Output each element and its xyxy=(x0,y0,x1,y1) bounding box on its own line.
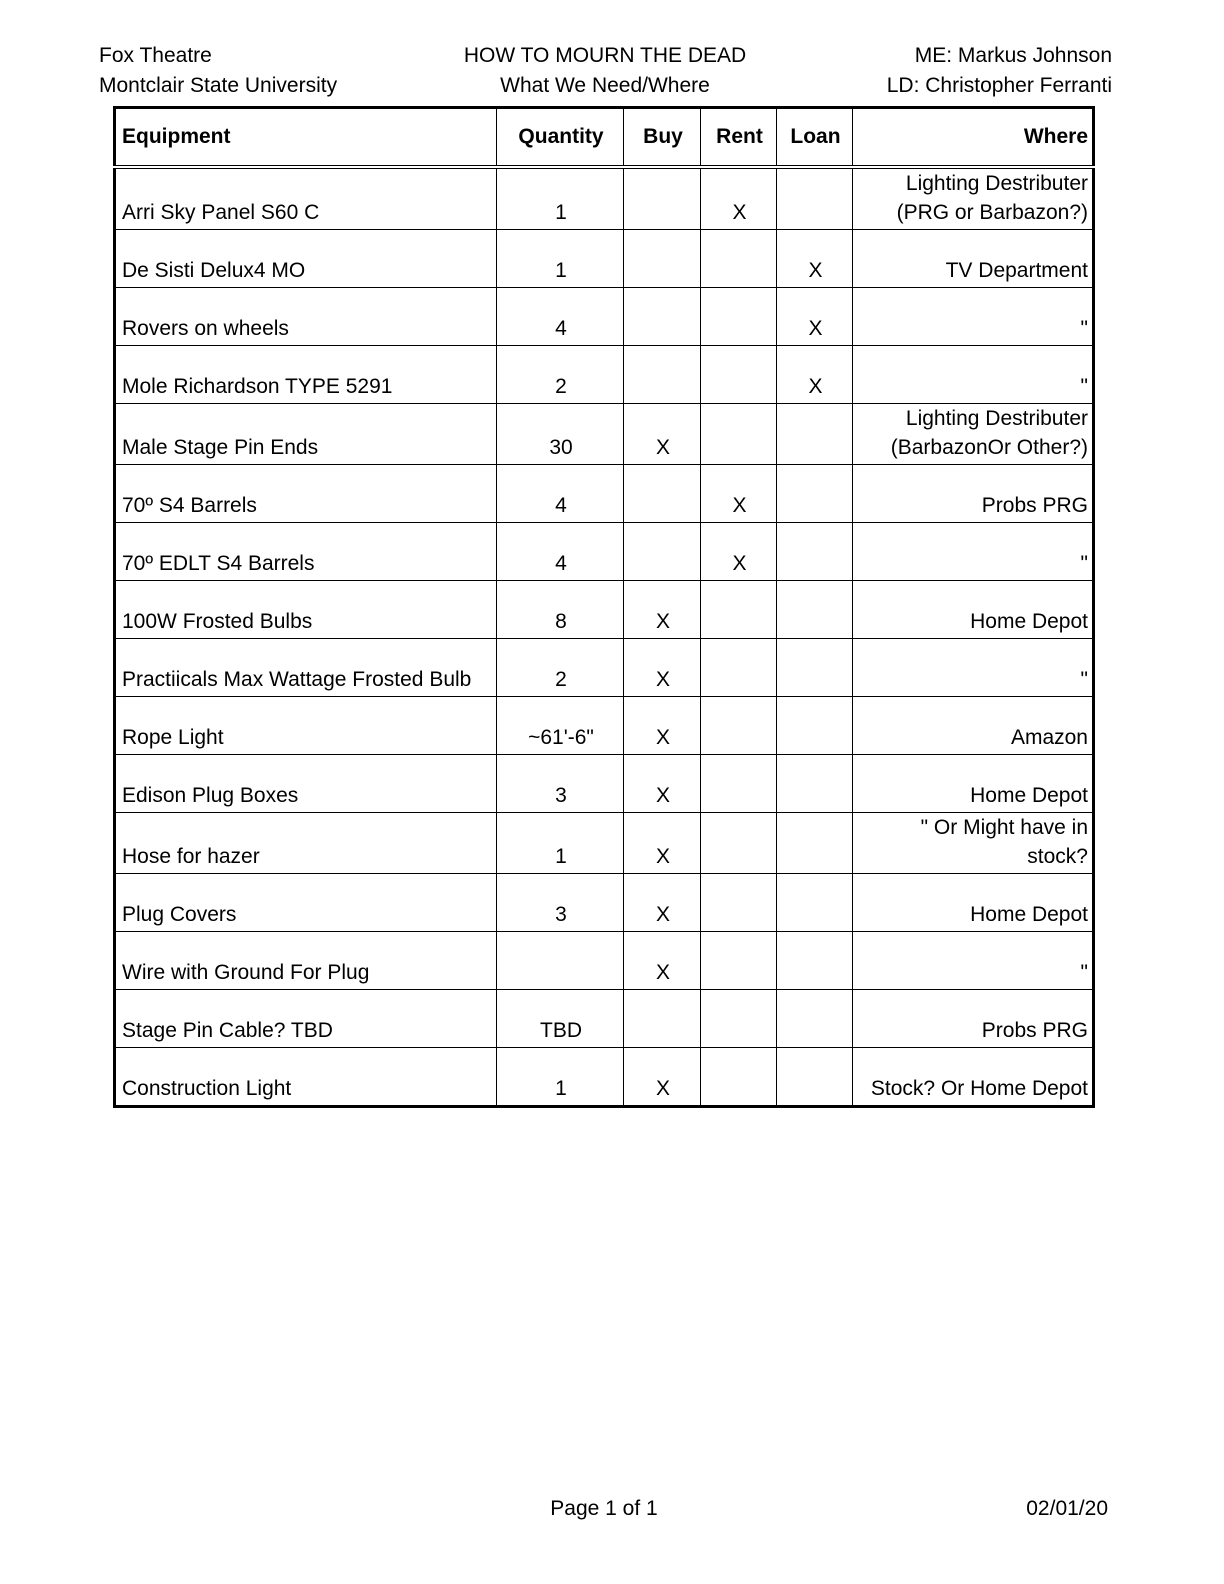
cell-loan xyxy=(777,813,853,874)
header-left xyxy=(99,41,337,101)
cell-loan xyxy=(777,697,853,755)
header-center xyxy=(440,41,770,101)
column-header-equipment: Equipment xyxy=(115,108,497,168)
cell-equipment: Hose for hazer xyxy=(115,813,497,874)
cell-where: Home Depot xyxy=(853,755,1094,813)
cell-rent xyxy=(701,755,777,813)
cell-rent xyxy=(701,230,777,288)
cell-rent xyxy=(701,404,777,465)
cell-equipment: Plug Covers xyxy=(115,874,497,932)
cell-buy: X xyxy=(624,813,701,874)
table-row xyxy=(115,288,1094,346)
column-header-loan: Loan xyxy=(777,108,853,168)
cell-buy: X xyxy=(624,581,701,639)
cell-equipment: Mole Richardson TYPE 5291 xyxy=(115,346,497,404)
cell-quantity: 1 xyxy=(497,230,624,288)
cell-loan: X xyxy=(777,230,853,288)
cell-quantity: 4 xyxy=(497,523,624,581)
venue-name: Fox Theatre xyxy=(99,44,212,67)
column-header-where: Where xyxy=(853,108,1094,168)
table-row xyxy=(115,404,1094,465)
cell-loan: X xyxy=(777,288,853,346)
cell-loan xyxy=(777,167,853,230)
table-row xyxy=(115,639,1094,697)
table-row xyxy=(115,874,1094,932)
cell-quantity: 1 xyxy=(497,167,624,230)
cell-buy: X xyxy=(624,697,701,755)
table-row xyxy=(115,932,1094,990)
document-subtitle: What We Need/Where xyxy=(500,74,710,97)
cell-rent xyxy=(701,697,777,755)
cell-rent xyxy=(701,813,777,874)
table-header-row xyxy=(115,108,1094,168)
cell-loan xyxy=(777,932,853,990)
cell-loan xyxy=(777,755,853,813)
equipment-table xyxy=(113,106,1095,1108)
cell-where: " xyxy=(853,932,1094,990)
cell-loan xyxy=(777,1048,853,1107)
lighting-designer: LD: Christopher Ferranti xyxy=(886,74,1112,97)
cell-equipment: Rovers on wheels xyxy=(115,288,497,346)
cell-equipment: 70º S4 Barrels xyxy=(115,465,497,523)
cell-equipment: De Sisti Delux4 MO xyxy=(115,230,497,288)
cell-buy xyxy=(624,346,701,404)
production-title: HOW TO MOURN THE DEAD xyxy=(463,44,747,67)
cell-equipment: 70º EDLT S4 Barrels xyxy=(115,523,497,581)
table-row xyxy=(115,346,1094,404)
cell-where: " Or Might have in stock? xyxy=(853,813,1094,874)
table-row xyxy=(115,990,1094,1048)
cell-rent: X xyxy=(701,167,777,230)
cell-equipment: Construction Light xyxy=(115,1048,497,1107)
cell-buy xyxy=(624,990,701,1048)
document-date: 02/01/20 xyxy=(1026,1497,1108,1520)
cell-rent xyxy=(701,990,777,1048)
cell-loan xyxy=(777,404,853,465)
cell-rent xyxy=(701,1048,777,1107)
cell-quantity: 1 xyxy=(497,1048,624,1107)
cell-loan xyxy=(777,465,853,523)
page-number: Page 1 of 1 xyxy=(550,1497,658,1520)
cell-equipment: Practiicals Max Wattage Frosted Bulb xyxy=(115,639,497,697)
header-right xyxy=(887,41,1112,101)
cell-where: Probs PRG xyxy=(853,990,1094,1048)
table-row xyxy=(115,167,1094,230)
table-row xyxy=(115,755,1094,813)
cell-rent: X xyxy=(701,465,777,523)
cell-equipment: Edison Plug Boxes xyxy=(115,755,497,813)
cell-where: Probs PRG xyxy=(853,465,1094,523)
cell-loan xyxy=(777,523,853,581)
cell-quantity xyxy=(497,932,624,990)
cell-buy xyxy=(624,288,701,346)
cell-quantity: 2 xyxy=(497,639,624,697)
institution-name: Montclair State University xyxy=(99,74,338,97)
column-header-quantity: Quantity xyxy=(497,108,624,168)
table-row xyxy=(115,1048,1094,1107)
cell-where: Stock? Or Home Depot xyxy=(853,1048,1094,1107)
table-row xyxy=(115,813,1094,874)
cell-equipment: Stage Pin Cable? TBD xyxy=(115,990,497,1048)
cell-loan xyxy=(777,581,853,639)
table-row xyxy=(115,697,1094,755)
cell-buy xyxy=(624,230,701,288)
cell-quantity: 1 xyxy=(497,813,624,874)
cell-rent xyxy=(701,581,777,639)
cell-buy: X xyxy=(624,404,701,465)
cell-quantity: 8 xyxy=(497,581,624,639)
column-header-buy: Buy xyxy=(624,108,701,168)
cell-rent xyxy=(701,346,777,404)
column-header-rent: Rent xyxy=(701,108,777,168)
cell-equipment: Rope Light xyxy=(115,697,497,755)
master-electrician: ME: Markus Johnson xyxy=(914,44,1112,67)
cell-where: Home Depot xyxy=(853,874,1094,932)
cell-where: TV Department xyxy=(853,230,1094,288)
cell-quantity: ~61'-6" xyxy=(497,697,624,755)
cell-where: " xyxy=(853,346,1094,404)
cell-rent: X xyxy=(701,523,777,581)
table-row xyxy=(115,523,1094,581)
cell-quantity: TBD xyxy=(497,990,624,1048)
cell-equipment: Wire with Ground For Plug xyxy=(115,932,497,990)
table-row xyxy=(115,230,1094,288)
table-row xyxy=(115,581,1094,639)
cell-equipment: Male Stage Pin Ends xyxy=(115,404,497,465)
cell-quantity: 4 xyxy=(497,465,624,523)
cell-where: Home Depot xyxy=(853,581,1094,639)
cell-equipment: Arri Sky Panel S60 C xyxy=(115,167,497,230)
cell-buy: X xyxy=(624,639,701,697)
cell-buy: X xyxy=(624,755,701,813)
cell-buy xyxy=(624,523,701,581)
cell-buy: X xyxy=(624,932,701,990)
cell-loan: X xyxy=(777,346,853,404)
cell-rent xyxy=(701,874,777,932)
cell-where: Amazon xyxy=(853,697,1094,755)
cell-where: " xyxy=(853,639,1094,697)
cell-quantity: 4 xyxy=(497,288,624,346)
cell-rent xyxy=(701,639,777,697)
cell-loan xyxy=(777,639,853,697)
cell-buy: X xyxy=(624,1048,701,1107)
cell-quantity: 3 xyxy=(497,874,624,932)
cell-loan xyxy=(777,990,853,1048)
cell-buy xyxy=(624,167,701,230)
table-row xyxy=(115,465,1094,523)
cell-quantity: 2 xyxy=(497,346,624,404)
cell-rent xyxy=(701,288,777,346)
cell-quantity: 3 xyxy=(497,755,624,813)
cell-buy: X xyxy=(624,874,701,932)
cell-buy xyxy=(624,465,701,523)
cell-quantity: 30 xyxy=(497,404,624,465)
cell-where: Lighting Destributer (BarbazonOr Other?) xyxy=(853,404,1094,465)
cell-where: " xyxy=(853,523,1094,581)
cell-equipment: 100W Frosted Bulbs xyxy=(115,581,497,639)
cell-where: " xyxy=(853,288,1094,346)
cell-loan xyxy=(777,874,853,932)
cell-where: Lighting Destributer (PRG or Barbazon?) xyxy=(853,167,1094,230)
cell-rent xyxy=(701,932,777,990)
